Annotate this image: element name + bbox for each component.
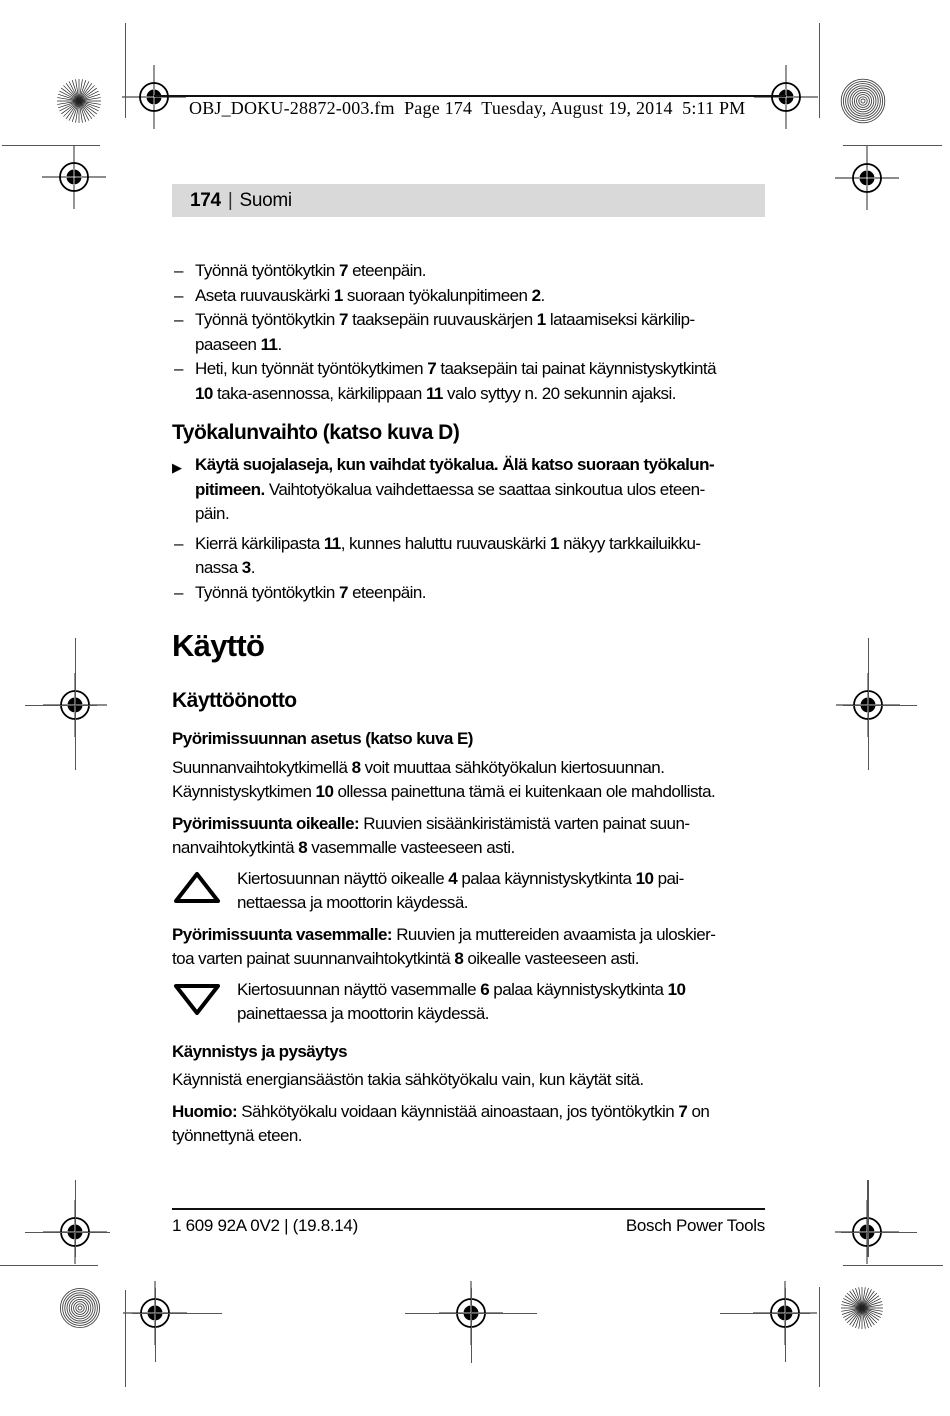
dash-list xyxy=(172,532,765,606)
rotation-left-triangle-icon xyxy=(172,978,237,1027)
text-run: nanvaihtokytkintä xyxy=(172,838,299,857)
text-run: Vaihtotyökalua vaihdettaessa se saattaa sinkoutua ulos eteen- xyxy=(264,479,705,499)
text-line xyxy=(172,1124,765,1149)
text-line xyxy=(195,581,765,606)
text-line xyxy=(172,923,765,948)
header-rule xyxy=(154,95,786,97)
text-run: nettaessa ja moottorin käydessä. xyxy=(237,893,468,912)
list-item xyxy=(172,357,765,406)
concentric-disc-icon xyxy=(58,1286,102,1330)
list-item xyxy=(172,532,765,581)
text-run: , kunnes haluttu ruuvauskärki xyxy=(340,533,551,553)
text-run: . xyxy=(277,334,282,354)
paragraph xyxy=(172,1100,765,1149)
crop-mark-line xyxy=(2,145,100,146)
text-run: pai- xyxy=(653,868,684,888)
paragraph xyxy=(172,812,765,861)
text-run: on xyxy=(687,1101,710,1121)
text-run: valo syttyy n. 20 sekunnin ajaksi. xyxy=(442,383,676,403)
list-item xyxy=(172,308,765,357)
text-line xyxy=(172,780,765,805)
text-line xyxy=(195,556,765,581)
text-line xyxy=(172,1100,765,1125)
text-run: Kierrä kärkilipasta xyxy=(195,533,324,553)
registration-target-icon xyxy=(754,65,818,129)
crop-mark-line xyxy=(843,705,917,706)
dash-marker: – xyxy=(174,359,183,378)
paragraph xyxy=(172,1068,765,1093)
page-banner xyxy=(172,184,765,217)
text-run: lataamiseksi kärkilip- xyxy=(545,310,695,329)
text-run: 4 xyxy=(448,868,458,888)
text-run: 10 xyxy=(315,782,334,801)
registration-target-icon xyxy=(835,146,899,210)
registration-target-icon xyxy=(835,1200,899,1264)
text-line xyxy=(237,1002,765,1027)
crop-mark-line xyxy=(819,1287,821,1387)
text-run: . xyxy=(250,558,255,577)
text-run: 10 xyxy=(667,979,686,999)
text-run: suoraan työkalunpitimeen xyxy=(342,285,532,305)
text-run: paaseen xyxy=(195,334,261,354)
crop-mark-line xyxy=(75,1180,76,1257)
text-run: 7 xyxy=(338,261,348,280)
registration-target-icon xyxy=(123,1281,187,1345)
crop-mark-line xyxy=(125,23,127,118)
text-run: Kiertosuunnan näyttö oikealle xyxy=(237,868,449,888)
warning-arrow-icon: ▶ xyxy=(172,460,182,475)
dash-list xyxy=(172,259,765,406)
text-run: taaksepäin ruuvauskärjen xyxy=(347,310,537,329)
crop-mark-line xyxy=(75,638,76,770)
text-run: Työnnä työntökytkin xyxy=(195,582,339,602)
crop-mark-line xyxy=(471,1288,472,1363)
text-run: Aseta ruuvauskärki xyxy=(195,285,334,305)
registration-target-icon xyxy=(43,1200,107,1264)
text-run: palaa käynnistyskytkinta xyxy=(457,868,636,888)
text-run: 11 xyxy=(425,383,443,403)
text-run: Työnnä työntökytkin xyxy=(195,310,339,329)
page-body xyxy=(172,250,765,1149)
crop-mark-line xyxy=(868,638,869,770)
text-run: Ruuvien ja muttereiden avaamista ja uloskier- xyxy=(392,924,716,944)
text-run: 8 xyxy=(298,838,308,857)
registration-target-icon xyxy=(42,145,106,209)
text-run: toa varten painat suunnanvaihtokytkintä xyxy=(172,949,455,968)
page-footer xyxy=(172,1216,765,1236)
heading: Pyörimissuunnan asetus (katso kuva E) xyxy=(172,729,473,748)
icon-paragraph xyxy=(172,978,765,1027)
crop-mark-line xyxy=(0,1265,98,1266)
text-run: Huomio: xyxy=(172,1101,238,1121)
registration-target-icon xyxy=(122,65,186,129)
dash-marker: – xyxy=(174,261,183,280)
banner-separator: | xyxy=(227,189,233,211)
safety-warning xyxy=(172,453,765,527)
dash-marker: – xyxy=(174,533,183,553)
text-run: palaa käynnistyskytkinta xyxy=(489,979,668,999)
crop-mark-line xyxy=(125,1290,127,1387)
dash-marker: – xyxy=(174,285,183,305)
text-line xyxy=(195,308,765,333)
text-line xyxy=(195,357,765,382)
text-run: eteenpäin. xyxy=(347,582,426,602)
text-line xyxy=(172,836,765,861)
crop-mark-line xyxy=(867,1180,869,1257)
text-line xyxy=(195,478,765,503)
text-line xyxy=(195,382,765,407)
text-line xyxy=(237,867,765,892)
text-run: 6 xyxy=(480,979,490,999)
crop-mark-line xyxy=(843,1265,943,1266)
text-run: 10 xyxy=(195,383,213,403)
list-item xyxy=(172,581,765,606)
list-item xyxy=(172,284,765,309)
text-run: 10 xyxy=(635,868,654,888)
text-run: 8 xyxy=(454,949,464,968)
text-run: voit muuttaa sähkötyökalun kiertosuunnan. xyxy=(360,757,665,777)
text-run: Sähkötyökalu voidaan käynnistää ainoastaan, jos työntökytkin xyxy=(237,1101,679,1121)
text-run: 1 xyxy=(536,310,546,329)
text-line xyxy=(172,947,765,972)
text-line xyxy=(195,532,765,557)
page-language: Suomi xyxy=(239,189,292,211)
text-run: työnnettynä eteen. xyxy=(172,1126,302,1145)
registration-target-icon xyxy=(43,673,107,737)
text-run: Heti, kun työnnät työntökytkimen xyxy=(195,359,428,378)
footer-rule xyxy=(172,1208,765,1210)
crop-mark-line xyxy=(25,1232,110,1233)
text-line xyxy=(172,812,765,837)
text-run: Ruuvien sisäänkiristämistä varten painat suun- xyxy=(359,813,690,833)
heading: Käyttö xyxy=(172,628,265,663)
registration-target-icon xyxy=(439,1281,503,1345)
paragraph xyxy=(172,923,765,972)
text-run: Pyörimissuunta oikealle: xyxy=(172,813,360,833)
text-run: 8 xyxy=(351,757,361,777)
crop-mark-line xyxy=(819,23,821,118)
crop-mark-line xyxy=(155,1288,156,1362)
crop-mark-line xyxy=(25,705,97,706)
text-run: Käytä suojalaseja, kun vaihdat työkalua. Älä katso suoraan työkalun- xyxy=(195,455,715,474)
text-line xyxy=(172,756,765,781)
registration-target-icon xyxy=(753,1281,817,1345)
paragraph xyxy=(172,756,765,805)
text-run: 1 xyxy=(333,285,343,305)
crop-mark-line xyxy=(841,1232,917,1233)
list-item xyxy=(172,259,765,284)
text-run: päin. xyxy=(195,504,230,523)
text-run: painettaessa ja moottorin käydessä. xyxy=(237,1004,489,1023)
text-run: eteenpäin. xyxy=(347,261,426,280)
text-run: 7 xyxy=(338,582,348,602)
heading: Työkalunvaihto (katso kuva D) xyxy=(172,421,460,444)
page-number: 174 xyxy=(190,189,221,211)
crop-mark-line xyxy=(843,145,942,146)
paragraph xyxy=(237,978,765,1027)
text-run: Työnnä työntökytkin xyxy=(195,261,339,280)
paragraph xyxy=(237,867,765,916)
text-line xyxy=(195,284,765,309)
crop-mark-line xyxy=(785,1288,786,1362)
text-run: vasemmalle vasteeseen asti. xyxy=(307,838,515,857)
text-run: 7 xyxy=(678,1101,688,1121)
registration-target-icon xyxy=(836,673,900,737)
text-run: . xyxy=(540,285,545,305)
heading: Käynnistys ja pysäytys xyxy=(172,1041,347,1061)
crop-mark-line xyxy=(720,1313,810,1314)
starburst-disc-icon xyxy=(840,1286,884,1330)
text-run: Käynnistyskytkimen xyxy=(172,782,316,801)
document-header-line: OBJ_DOKU-28872-003.fm Page 174 Tuesday, August 19, 2014 5:11 PM xyxy=(189,98,746,118)
text-run: Pyörimissuunta vasemmalle: xyxy=(172,924,393,944)
dash-marker: – xyxy=(174,582,183,602)
dash-marker: – xyxy=(174,310,183,329)
document-number: 1 609 92A 0V2 | (19.8.14) xyxy=(172,1216,358,1235)
text-run: nassa xyxy=(195,558,242,577)
publisher: Bosch Power Tools xyxy=(625,1216,765,1235)
text-run: 2 xyxy=(531,285,541,305)
concentric-disc-icon xyxy=(840,78,886,124)
text-run: näkyy tarkkailuikku- xyxy=(558,533,701,553)
text-run: 7 xyxy=(338,310,348,329)
text-line xyxy=(172,1068,765,1093)
heading: Käyttöönotto xyxy=(172,689,297,712)
text-line xyxy=(195,502,765,527)
text-run: Suunnanvaihtokytkimellä xyxy=(172,757,352,777)
text-run: taaksepäin tai painat käynnistyskytkintä xyxy=(436,359,717,378)
text-line xyxy=(237,891,765,916)
text-run: pitimeen. xyxy=(195,479,265,499)
text-run: 3 xyxy=(241,558,251,577)
crop-mark-line xyxy=(132,1313,222,1314)
crop-mark-line xyxy=(405,1313,537,1314)
text-run: oikealle vasteeseen asti. xyxy=(463,949,639,968)
text-run: Kiertosuunnan näyttö vasemmalle xyxy=(237,979,481,999)
text-line xyxy=(195,453,765,478)
text-run: 11 xyxy=(260,334,278,354)
text-line xyxy=(237,978,765,1003)
text-run: Käynnistä energiansäästön takia sähkötyökalu vain, kun käytät sitä. xyxy=(172,1070,644,1089)
rotation-right-triangle-icon xyxy=(172,867,237,916)
text-line xyxy=(195,333,765,358)
text-run: taka-asennossa, kärkilippaan xyxy=(212,383,426,403)
text-run: 11 xyxy=(323,533,341,553)
text-run: 1 xyxy=(550,533,559,553)
starburst-disc-icon xyxy=(56,78,102,124)
text-run: 7 xyxy=(427,359,437,378)
text-line xyxy=(195,259,765,284)
icon-paragraph xyxy=(172,867,765,916)
text-run: ollessa painettuna tämä ei kuitenkaan ole mahdollista. xyxy=(333,782,716,801)
